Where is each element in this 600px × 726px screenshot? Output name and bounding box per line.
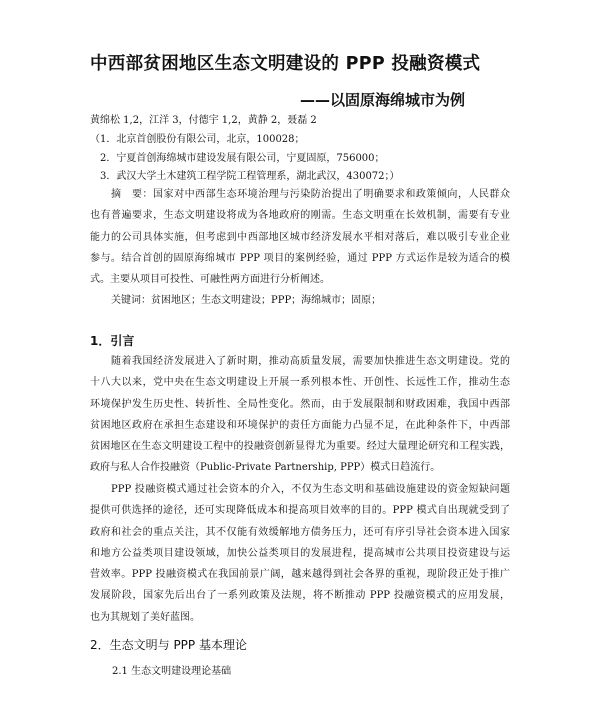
affiliation-1: （1．北京首创股份有限公司，北京，100028； [90, 134, 305, 145]
keywords: 关键词：贫困地区；生态文明建设；PPP；海绵城市；固原； [111, 295, 382, 307]
paragraph-line: PPP 投融资模式通过社会资本的介入，不仅为生态文明和基础设施建设的资金短缺问题 [111, 484, 510, 495]
section-1-paragraph-2 [90, 479, 510, 628]
section-2-heading: 2．生态文明与 PPP 基本理论 [90, 638, 247, 652]
paragraph-line: 随着我国经济发展进入了新时期，推动高质量发展，需要加快推进生态文明建设。党的 [111, 356, 510, 367]
abstract [90, 184, 510, 312]
abstract-line: 也有普遍要求，生态文明建设将成为各地政府的刚需。生态文明重在长效机制，需要有专业 [90, 210, 510, 222]
affiliation-2: 2．宁夏首创海绵城市建设发展有限公司，宁夏固原，756000； [100, 153, 385, 164]
paragraph-line: 发展阶段，国家先后出台了一系列政策及法规，将不断推动 PPP 投融资模式的应用发展， [90, 590, 510, 602]
paragraph-line: 贫困地区在生态文明建设工程中的投融资创新显得尤为重要。经过大量理论研究和工程实践， [90, 441, 510, 453]
paragraph-line: 环境保护发生历史性、转折性、全局性变化。然而，由于发展限制和财政困难，我国中西部 [90, 398, 510, 410]
paragraph-line: 也为其规划了美好蓝图。 [90, 611, 200, 623]
abstract-line: 式。主要从项目可投性、可融性两方面进行分析阐述。 [90, 274, 330, 286]
paper-subtitle: ——以固原海绵城市为例 [300, 91, 466, 109]
affiliation-3: 3．武汉大学土木建筑工程学院工程管理系，湖北武汉，430072；） [100, 171, 400, 182]
section-1-heading: 1．引言 [90, 334, 135, 348]
paragraph-line: 政府和社会的重点关注，其不仅能有效缓解地方债务压力，还可有序引导社会资本进入国家 [90, 526, 510, 538]
paragraph-line: 贫困地区政府在承担生态建设和环境保护的责任方面能力凸显不足，在此种条件下，中西部 [90, 419, 510, 431]
paragraph-line: 政府与私人合作投融资（Public-Private Partnership, PPP）模式日趋流行。 [90, 462, 441, 474]
paragraph-line: 十八大以来，党中央在生态文明建设上开展一系列根本性、开创性、长远性工作，推动生态 [90, 377, 510, 389]
subsection-2-1-heading: 2.1 生态文明建设理论基础 [112, 666, 232, 677]
abstract-line: 能力的公司具体实施，但考虑到中西部地区城市经济发展水平相对落后，难以吸引专业企业 [90, 231, 510, 243]
paragraph-line: 和地方公益类项目建设领域，加快公益类项目的发展进程，提高城市公共项目投资建设与运 [90, 547, 510, 559]
paragraph-line: 营效率。PPP 投融资模式在我国前景广阔，越来越得到社会各界的重视，现阶段正处于推广 [90, 569, 510, 581]
section-1-paragraph-1 [90, 351, 510, 479]
authors: 黄绵松 1,2，江洋 3，付德宇 1,2，黄静 2，聂磊 2 [90, 115, 317, 126]
paper-title: 中西部贫困地区生态文明建设的 PPP 投融资模式 [90, 54, 481, 74]
abstract-line: 参与。结合首创的固原海绵城市 PPP 项目的案例经验，通过 PPP 方式运作是较为适合的模 [90, 252, 510, 264]
abstract-line: 摘 要：国家对中西部生态环境治理与污染防治提出了明确要求和政策倾向，人民群众 [111, 189, 510, 200]
paragraph-line: 提供可供选择的途径，还可实现降低成本和提高项目效率的目的。PPP 模式自出现就受到了 [90, 505, 510, 517]
